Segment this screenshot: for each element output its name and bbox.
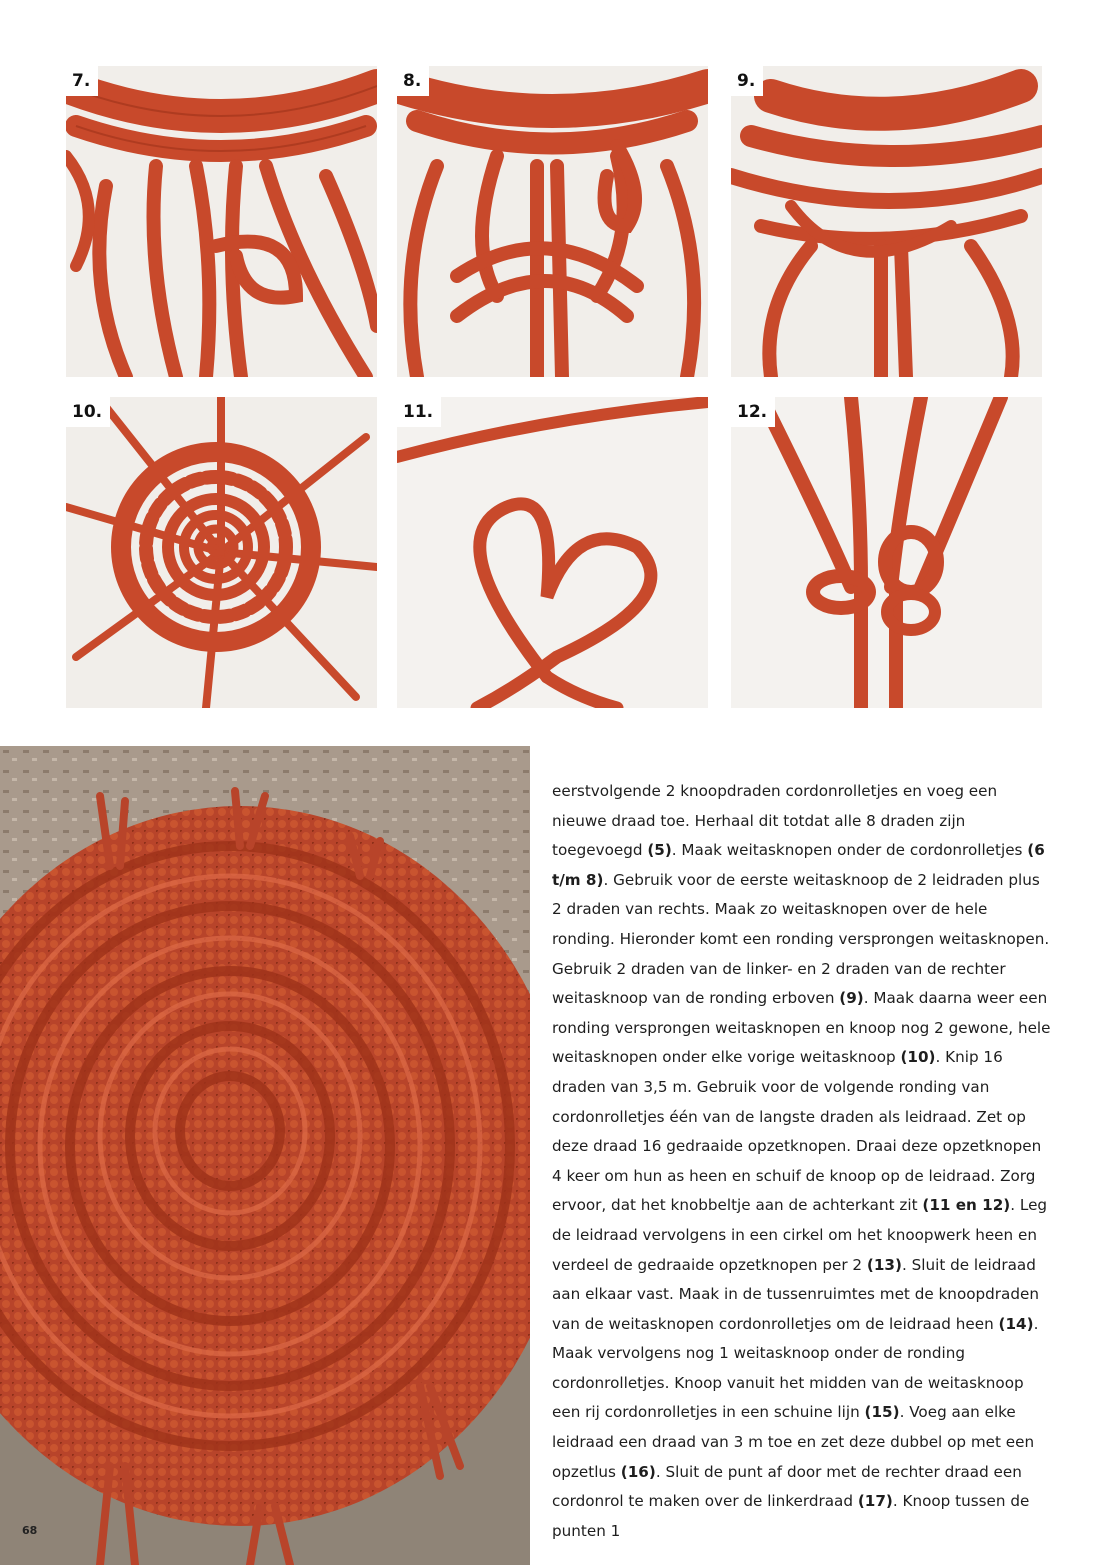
instruction-paragraph [552,777,1052,1546]
text-run: . Maak daarna weer een ronding versprongen weitasknopen en knoop nog 2 gewone, hele weitasknopen onder elke vorige weitasknoop [552,989,1051,1067]
text-run: . Knip 16 draden van 3,5 m. Gebruik voor de volgende ronding van cordonrolletjes één van de langste draden als leidraad. Zet op deze draad 16 gedraaide opzetknopen. Draai deze opzetknopen 4 keer om hun as heen en schuif de knoop op de leidraad. Zorg ervoor, dat het knobbeltje aan de achterkant zit [552,1048,1042,1215]
step-label: 10. [66,397,110,427]
step-photo-8 [397,66,708,377]
text-run: . Leg de leidraad vervolgens in een cirkel om het knoopwerk heen en verdeel de gedraaide opzetknopen per 2 [552,1196,1048,1274]
text-run: . Knoop tussen de punten 1 [552,1492,1030,1540]
text-run: . Gebruik voor de eerste weitasknoop de 2 leidraden plus 2 draden van rechts. Maak zo weitasknopen over de hele ronding. Hieronder komt een ronding versprongen weitasknopen. Gebruik 2 draden van de linker- en 2 draden van de rechter weitasknoop van de ronding erboven [552,870,1050,1008]
step-reference: (15) [864,1403,900,1422]
cord-loop-photo-11 [397,397,708,708]
text-run: eerstvolgende 2 knoopdraden cordonrolletjes en voeg een nieuwe draad toe. Herhaal dit totdat alle 8 draden zijn toegevoegd [552,782,998,860]
step-label: 8. [397,66,429,96]
text-run: . Voeg aan elke leidraad een draad van 3 m toe en zet deze dubbel op met een opzetlus [552,1403,1035,1481]
step-photo-9 [731,66,1042,377]
finished-rug-photo [0,746,530,1565]
step-reference: (10) [900,1048,936,1067]
step-label: 9. [731,66,763,96]
step-photo-12 [731,397,1042,708]
text-run: . Maak weitasknopen onder de cordonrolletjes [671,841,1028,860]
page-number: 68 [22,1524,38,1537]
instruction-text [552,777,1052,1546]
step-reference: (16) [620,1462,656,1481]
step-reference: (6 t/m 8) [552,841,1045,889]
text-run: . Sluit de leidraad aan elkaar vast. Maak in de tussenruimtes met de knoopdraden van de weitasknopen cordonrolletjes om de leidraad heen [552,1255,1039,1333]
macrame-rug-illustration [0,746,530,1565]
macrame-knot-photo-8 [397,66,708,377]
step-label: 11. [397,397,441,427]
step-reference: (14) [998,1314,1034,1333]
step-reference: (17) [857,1492,893,1511]
step-reference: (9) [839,989,864,1008]
step-photo-7 [66,66,377,377]
step-reference: (5) [647,841,672,860]
step-photo-10 [66,397,377,708]
text-run: . Maak vervolgens nog 1 weitasknoop onder de ronding cordonrolletjes. Knoop vanuit het midden van de weitasknoop een rij cordonrolletjes in een schuine lijn [552,1314,1039,1422]
step-photo-11 [397,397,708,708]
twisted-knot-photo-12 [731,397,1042,708]
macrame-mandala-photo-10 [66,397,377,708]
step-reference: (13) [866,1255,902,1274]
step-label: 7. [66,66,98,96]
macrame-knot-photo-7 [66,66,377,377]
step-reference: (11 en 12) [922,1196,1011,1215]
step-label: 12. [731,397,775,427]
text-run: . Sluit de punt af door met de rechter draad een cordonrol te maken over de linkerdraad [552,1462,1022,1511]
macrame-knot-photo-9 [731,66,1042,377]
